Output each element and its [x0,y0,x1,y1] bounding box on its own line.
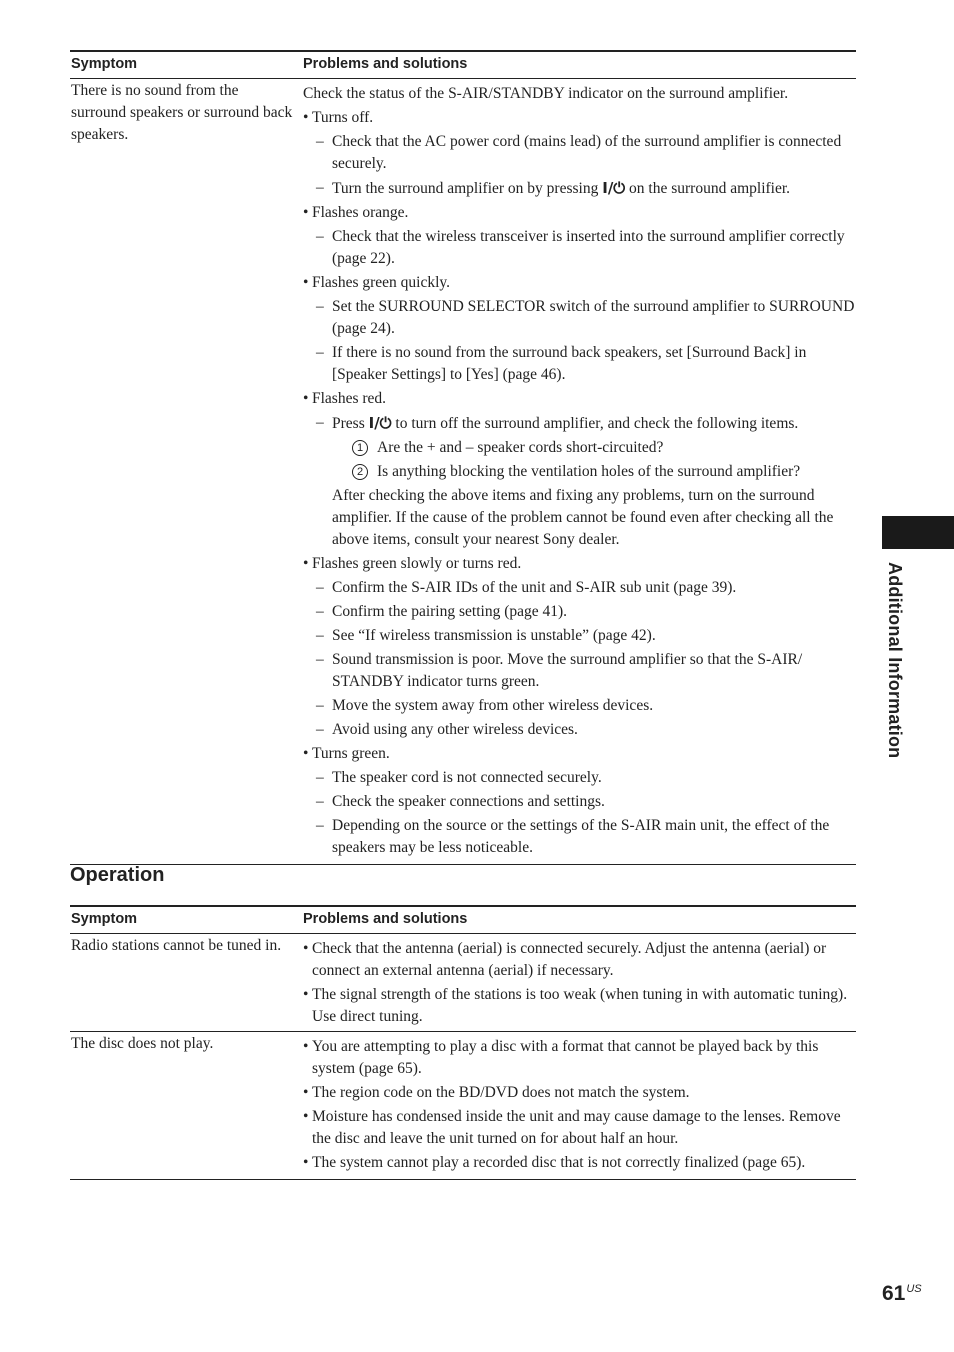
dash-item: – Check the speaker connections and settings. [303,791,856,813]
solutions-cell [303,938,856,1028]
dash-item: – Sound transmission is poor. Move the surround amplifier so that the S-AIR/ STANDBY indicator turns green. [303,649,856,693]
dash-item: – Move the system away from other wireless devices. [303,695,856,717]
bullet-item: • Flashes green quickly. [303,272,856,294]
solutions-cell [303,83,856,859]
dash-item: – Confirm the S-AIR IDs of the unit and S-AIR sub unit (page 39). [303,577,856,599]
bullet-item: • Flashes orange. [303,202,856,224]
symptom-text: There is no sound from the surround speakers or surround back speakers. [71,82,293,143]
symptom-header: Symptom [71,911,138,927]
dash-item: – Avoid using any other wireless devices. [303,719,856,741]
table-row [70,79,856,865]
section-tab-marker [882,516,954,549]
symptom-header: Symptom [71,56,138,72]
number-2-icon: 2 [352,464,368,480]
bullet-item: • You are attempting to play a disc with a format that cannot be played back by this system (page 65). [303,1036,856,1080]
dash-item: – Press I/⏻ to turn off the surround amplifier, and check the following items. [303,412,856,435]
solution-intro: Check the status of the S-AIR/STANDBY indicator on the surround amplifier. [303,85,789,102]
dash-item: – Set the SURROUND SELECTOR switch of the surround amplifier to SURROUND (page 24). [303,296,856,340]
troubleshooting-table-operation [70,905,856,1180]
note-paragraph: After checking the above items and fixing any problems, turn on the surround amplifier. If the cause of the problem cannot be found even after checking all the above items, consult your nearest Sony dealer. [332,487,834,548]
side-tab-label: Additional Information [885,562,905,759]
solutions-header: Problems and solutions [303,911,468,927]
bullet-item: • The signal strength of the stations is too weak (when tuning in with automatic tuning). Use direct tuning. [303,984,856,1028]
bullet-item: • The system cannot play a recorded disc that is not correctly finalized (page 65). [303,1152,856,1174]
dash-item: – If there is no sound from the surround back speakers, set [Surround Back] in [Speaker Settings] to [Yes] (page 46). [303,342,856,386]
numbered-item: 1 Are the + and – speaker cords short-circuited? [303,437,856,459]
dash-item: – The speaker cord is not connected securely. [303,767,856,789]
dash-item: – See “If wireless transmission is unstable” (page 42). [303,625,856,647]
table-header [70,50,856,79]
power-icon: I/⏻ [602,179,626,197]
dash-item: – Confirm the pairing setting (page 41). [303,601,856,623]
dash-item: – Turn the surround amplifier on by pressing I/⏻ on the surround amplifier. [303,177,856,200]
bullet-item: • Turns green. [303,743,856,765]
bullet-item: • Flashes red. [303,388,856,410]
section-title: Operation [70,864,165,886]
troubleshooting-table-sound [70,50,856,865]
table-row [70,1032,856,1180]
table-header [70,905,856,934]
numbered-item: 2 Is anything blocking the ventilation holes of the surround amplifier? [303,461,856,483]
bullet-item: • Check that the antenna (aerial) is connected securely. Adjust the antenna (aerial) or connect an external antenna (aerial) if necessary. [303,938,856,982]
dash-item: – Check that the AC power cord (mains lead) of the surround amplifier is connected securely. [303,131,856,175]
number-1-icon: 1 [352,440,368,456]
solutions-header: Problems and solutions [303,56,468,72]
table-row [70,934,856,1032]
bullet-item: • The region code on the BD/DVD does not match the system. [303,1082,856,1104]
bullet-item: • Turns off. [303,107,856,129]
solutions-cell [303,1036,856,1174]
bullet-item: • Flashes green slowly or turns red. [303,553,856,575]
symptom-text: Radio stations cannot be tuned in. [71,937,282,954]
power-icon: I/⏻ [368,414,392,432]
page-number: $61^{US}$ [882,1282,922,1305]
symptom-text: The disc does not play. [71,1035,214,1052]
dash-item: – Depending on the source or the settings of the S-AIR main unit, the effect of the speakers may be less noticeable. [303,815,856,859]
bullet-item: • Moisture has condensed inside the unit and may cause damage to the lenses. Remove the disc and leave the unit turned on for about half an hour. [303,1106,856,1150]
dash-item: – Check that the wireless transceiver is inserted into the surround amplifier correctly (page 22). [303,226,856,270]
